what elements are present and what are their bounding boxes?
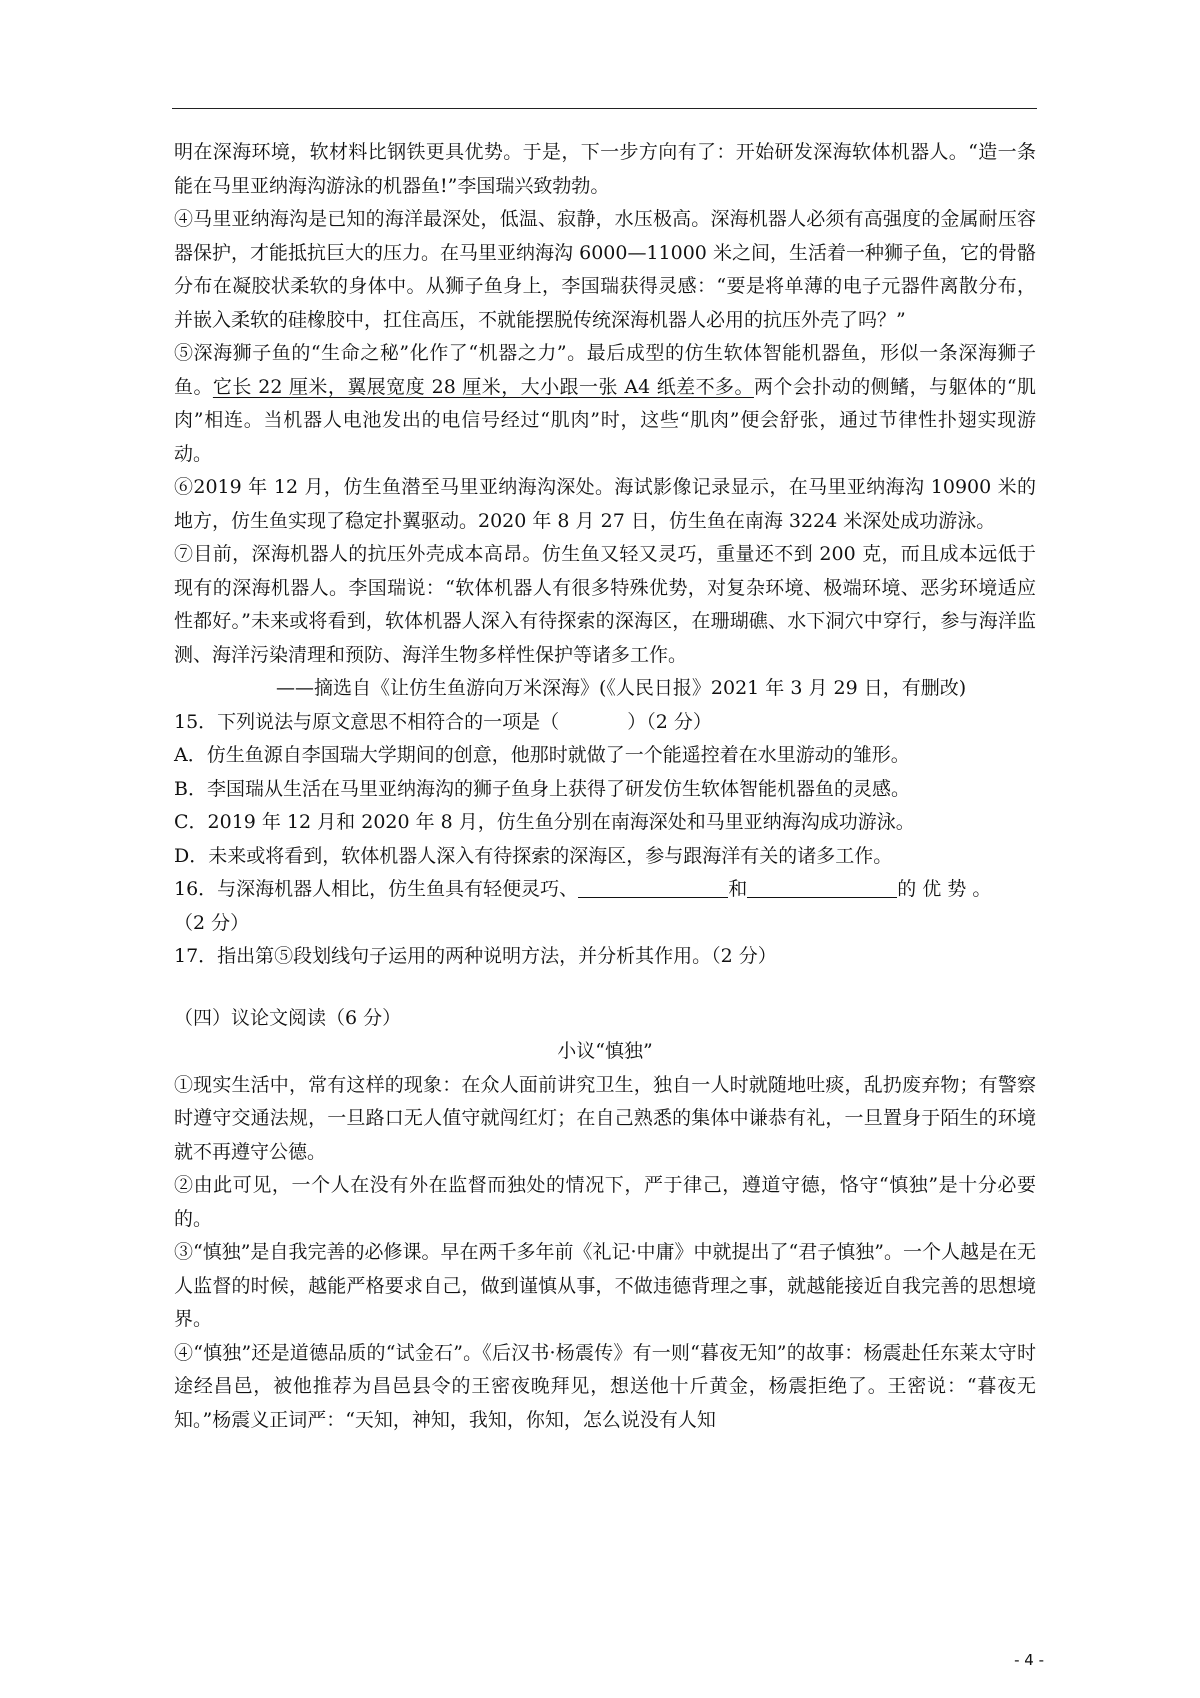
option-a: A．仿生鱼源自李国瑞大学期间的创意，他那时就做了一个能遥控着在水里游动的雏形。 — [174, 744, 910, 766]
source-citation: ——摘选自《让仿生鱼游向万米深海》(《人民日报》2021 年 3 月 29 日，有删改) — [276, 677, 967, 699]
question-15-score: ）（2 分） — [627, 710, 712, 733]
document-body — [174, 136, 1036, 1437]
question-16-part2: 和 — [728, 878, 748, 900]
section-heading: （四）议论文阅读（6 分） — [174, 1006, 402, 1029]
fill-blank-2[interactable] — [747, 877, 897, 898]
paragraph-5-after: 两个会扑动的侧鳍，与躯体的“肌肉”相连。当机器人电池发出的电信号经过“肌肉”时，这些“肌肉”便会舒张，通过节律性扑翅实现游动。 — [174, 375, 1036, 465]
essay-paragraph-1: ①现实生活中，常有这样的现象：在众人面前讲究卫生，独自一人时就随地吐痰，乱扔废弃物；有警察时遵守交通法规，一旦路口无人值守就闯红灯；在自己熟悉的集体中谦恭有礼，一旦置身于陌生的环境就不再遵守公德。 — [174, 1073, 1036, 1163]
question-16-score: （2 分） — [174, 911, 250, 934]
question-17: 17．指出第⑤段划线句子运用的两种说明方法，并分析其作用。（2 分） — [174, 945, 777, 967]
essay-paragraph-2: ②由此可见，一个人在没有外在监督而独处的情况下，严于律己，遵道守德，恪守“慎独”是十分必要的。 — [174, 1174, 1036, 1230]
question-16-part3: 的 优 势 。 — [897, 878, 992, 900]
paragraph-4: ④马里亚纳海沟是已知的海洋最深处，低温、寂静，水压极高。深海机器人必须有高强度的金属耐压容器保护，才能抵抗巨大的压力。在马里亚纳海沟 6000—11000 米之间，生活着一种狮子鱼，它的骨骼分布在凝胶状柔软的身体中。从狮子鱼身上，李国瑞获得灵感：“要是将单薄的电子元器件离散分布，并嵌入柔软的硅橡胶中，扛住高压，不就能摆脱传统深海机器人必用的抗压外壳了吗？” — [174, 208, 1036, 331]
paragraph-3-end: 明在深海环境，软材料比钢铁更具优势。于是，下一步方向有了：开始研发深海软体机器人。“造一条能在马里亚纳海沟游泳的机器鱼!”李国瑞兴致勃勃。 — [174, 141, 1036, 197]
option-b: B．李国瑞从生活在马里亚纳海沟的狮子鱼身上获得了研发仿生软体智能机器鱼的灵感。 — [174, 777, 910, 800]
question-15 — [174, 706, 1036, 740]
paragraph-5-before: ⑤深海狮子鱼的“生命之秘”化作了“机器之力”。最后成型的仿生软体智能机器鱼，形似一条深海狮子鱼。 — [174, 342, 1036, 398]
paragraph-5 — [174, 337, 1036, 471]
question-15-stem: 15．下列说法与原文意思不相符合的一项是（ — [174, 710, 560, 733]
section-gap — [174, 974, 1036, 1002]
fill-blank-1[interactable] — [578, 877, 728, 898]
option-d: D．未来或将看到，软体机器人深入有待探索的深海区，参与跟海洋有关的诸多工作。 — [174, 844, 893, 867]
header-rule — [172, 108, 1037, 109]
option-c: C．2019 年 12 月和 2020 年 8 月，仿生鱼分别在南海深处和马里亚纳海沟成功游泳。 — [174, 811, 915, 833]
essay-title: 小议“慎独” — [557, 1040, 653, 1062]
paragraph-6: ⑥2019 年 12 月，仿生鱼潜至马里亚纳海沟深处。海试影像记录显示，在马里亚纳海沟 10900 米的地方，仿生鱼实现了稳定扑翼驱动。2020 年 8 月 27 日，仿生鱼在南海 3224 米深处成功游泳。 — [174, 476, 1036, 532]
underlined-sentence: 它长 22 厘米，翼展宽度 28 厘米，大小跟一张 A4 纸差不多。 — [212, 375, 754, 398]
essay-paragraph-4: ④“慎独”还是道德品质的“试金石”。《后汉书·杨震传》有一则“暮夜无知”的故事：杨震赴任东莱太守时途经昌邑，被他推荐为昌邑县令的王密夜晚拜见，想送他十斤黄金，杨震拒绝了。王密说：“暮夜无知。”杨震义正词严：“天知，神知，我知，你知，怎么说没有人知 — [174, 1341, 1036, 1431]
question-16-part1: 16．与深海机器人相比，仿生鱼具有轻便灵巧、 — [174, 878, 579, 900]
paragraph-7: ⑦目前，深海机器人的抗压外壳成本高昂。仿生鱼又轻又灵巧，重量还不到 200 克，而且成本远低于现有的深海机器人。李国瑞说：“软体机器人有很多特殊优势，对复杂环境、极端环境、恶劣环境适应性都好。”未来或将看到，软体机器人深入有待探索的深海区，在珊瑚礁、水下洞穴中穿行，参与海洋监测、海洋污染清理和预防、海洋生物多样性保护等诸多工作。 — [174, 543, 1036, 666]
question-16 — [174, 873, 1036, 940]
essay-paragraph-3: ③“慎独”是自我完善的必修课。早在两千多年前《礼记·中庸》中就提出了“君子慎独”。一个人越是在无人监督的时候，越能严格要求自己，做到谨慎从事，不做违德背理之事，就越能接近自我完善的思想境界。 — [174, 1241, 1036, 1330]
page-number: - 4 - — [1014, 1651, 1044, 1669]
